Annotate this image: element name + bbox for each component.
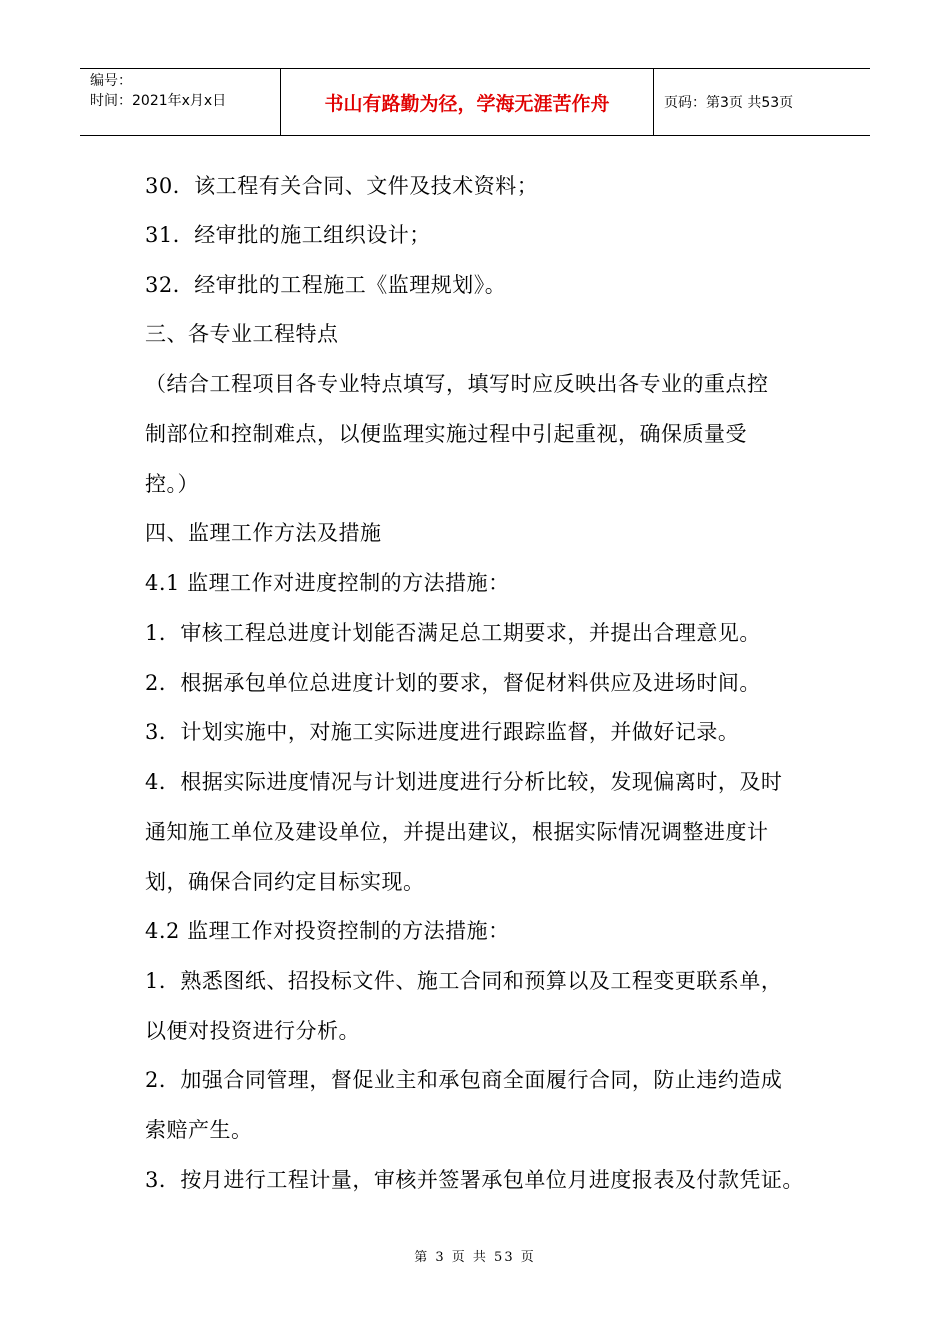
header-date-label: 时间：2021年x月x日 xyxy=(90,93,227,109)
body-line: 以便对投资进行分析。 xyxy=(145,1019,360,1043)
body-line: 1．熟悉图纸、招投标文件、施工合同和预算以及工程变更联系单， xyxy=(145,969,783,993)
body-line: 4．根据实际进度情况与计划进度进行分析比较，发现偏离时，及时 xyxy=(145,770,783,794)
document-header xyxy=(80,68,870,136)
header-number-label: 编号： xyxy=(90,73,132,89)
body-line: （结合工程项目各专业特点填写，填写时应反映出各专业的重点控 xyxy=(145,372,769,396)
body-line: 3．按月进行工程计量，审核并签署承包单位月进度报表及付款凭证。 xyxy=(145,1168,804,1192)
body-line: 控。） xyxy=(145,472,199,496)
body-line: 索赔产生。 xyxy=(145,1118,253,1142)
body-line: 2．加强合同管理，督促业主和承包商全面履行合同，防止违约造成 xyxy=(145,1068,783,1092)
body-line: 30．该工程有关合同、文件及技术资料； xyxy=(145,174,539,198)
header-meta xyxy=(80,69,281,135)
body-line: 31．经审批的施工组织设计； xyxy=(145,223,431,247)
page-footer: 第 3 页 共 53 页 xyxy=(414,1250,536,1265)
header-motto: 书山有路勤为径，学海无涯苦作舟 xyxy=(281,69,654,135)
body-line: 1．审核工程总进度计划能否满足总工期要求，并提出合理意见。 xyxy=(145,621,761,645)
body-line: 制部位和控制难点，以便监理实施过程中引起重视，确保质量受 xyxy=(145,422,747,446)
section-heading: 四、监理工作方法及措施 xyxy=(145,521,382,545)
section-heading: 三、各专业工程特点 xyxy=(145,322,339,346)
subsection-heading: 4.1 监理工作对进度控制的方法措施： xyxy=(145,571,510,595)
body-line: 2．根据承包单位总进度计划的要求，督促材料供应及进场时间。 xyxy=(145,671,761,695)
body-line: 通知施工单位及建设单位，并提出建议，根据实际情况调整进度计 xyxy=(145,820,769,844)
subsection-heading: 4.2 监理工作对投资控制的方法措施： xyxy=(145,919,510,943)
body-line: 3．计划实施中，对施工实际进度进行跟踪监督，并做好记录。 xyxy=(145,720,740,744)
body-line: 划，确保合同约定目标实现。 xyxy=(145,870,425,894)
body-line: 32．经审批的工程施工《监理规划》。 xyxy=(145,273,507,297)
header-page-info: 页码：第3页 共53页 xyxy=(664,95,794,111)
